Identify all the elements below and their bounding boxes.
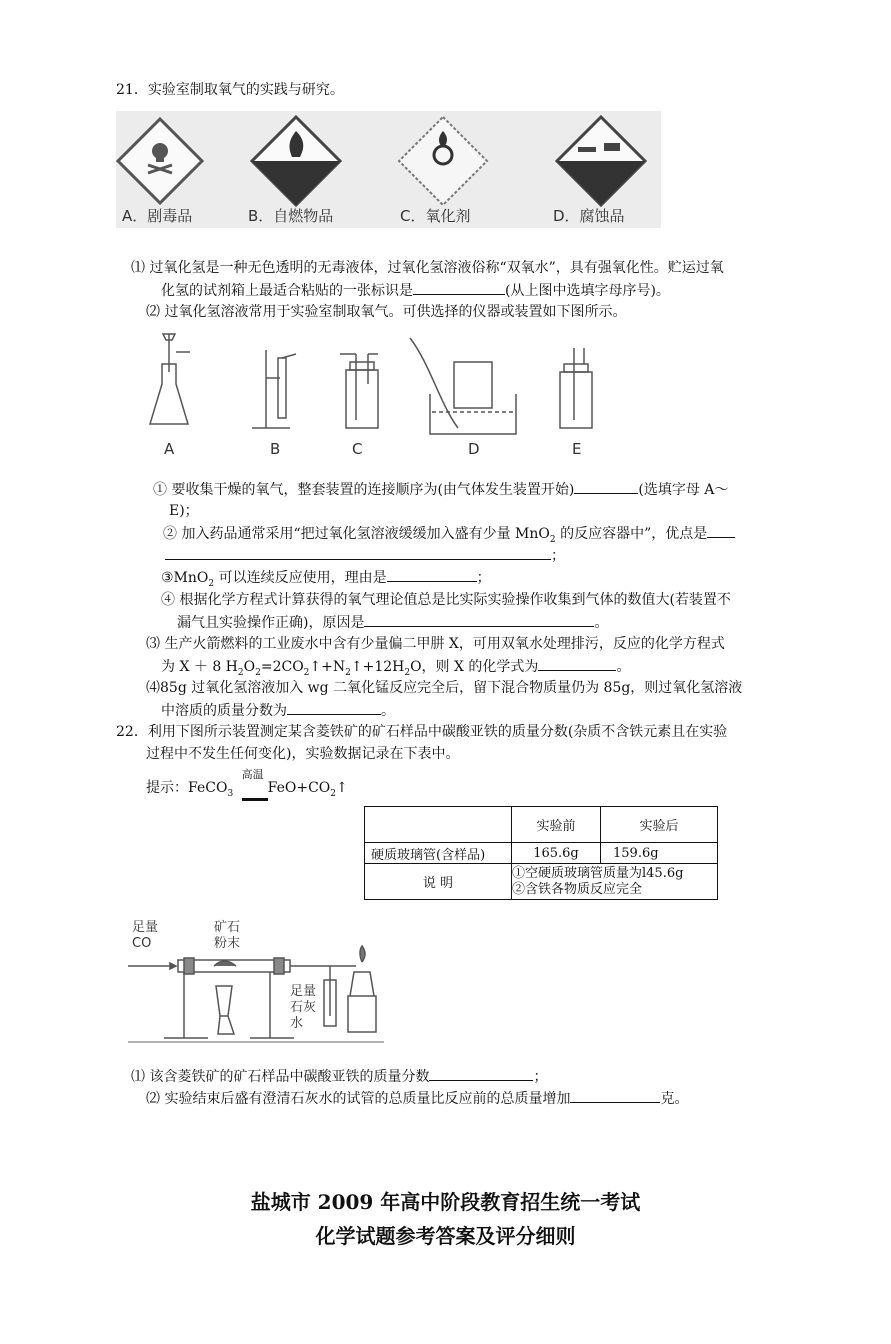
apparatus-label-e: E <box>572 440 582 458</box>
answers-title-1: 盐城市 2009 年高中阶段教育招生统一考试 <box>250 1190 641 1214</box>
table-cell-before: 165.6g <box>512 843 601 864</box>
table-header-before: 实验前 <box>512 807 601 843</box>
q22-heading-line2: 过程中不发生任何变化)，实验数据记录在下表中。 <box>146 746 460 762</box>
answer-blank[interactable] <box>574 479 638 494</box>
table-note-label: 说 明 <box>365 864 512 900</box>
ore-label-1: 矿石 <box>214 920 241 935</box>
reaction-condition: 高温 <box>241 768 264 781</box>
table-cell-after: 159.6g <box>601 843 718 864</box>
q21-step1-line1: ① 要收集干燥的氧气，整套装置的连接顺序为(由气体发生装置开始) (选填字母 A～ <box>153 479 728 500</box>
q21-part1-line1: ⑴ 过氧化氢是一种无色透明的无毒液体，过氧化氢溶液俗称“双氧水”，具有强氧化性。贮运过氧 <box>131 260 724 276</box>
q21-step1-line2: E)； <box>169 503 199 519</box>
apparatus-label-a: A <box>164 440 175 458</box>
co-reduction-apparatus <box>124 912 394 1048</box>
answer-blank[interactable] <box>364 612 594 627</box>
sign-label-a: A．剧毒品 <box>122 207 193 225</box>
ore-label-2: 粉末 <box>214 936 241 951</box>
q21-part1-line2: 化氢的试剂箱上最适合粘贴的一张标识是 (从上图中选填字母序号)。 <box>161 280 670 301</box>
answer-blank[interactable] <box>429 1066 533 1081</box>
sign-label-c: C．氧化剂 <box>400 207 471 225</box>
co-label-2: CO <box>132 936 152 951</box>
q21-part2: ⑵ 过氧化氢溶液常用于实验室制取氧气。可供选择的仪器或装置如下图所示。 <box>146 304 627 320</box>
corrosion-icon <box>557 117 645 205</box>
apparatus-label-b: B <box>270 440 281 458</box>
answer-blank[interactable] <box>287 700 381 715</box>
answer-blank[interactable] <box>538 656 616 671</box>
q21-part4-line1: ⑷85g 过氧化氢溶液加入 wg 二氧化锰反应完全后，留下混合物质量仍为 85g，则过氧化氢溶液 <box>146 680 743 696</box>
flame-over-circle-icon <box>399 117 487 205</box>
table-corner <box>365 807 512 843</box>
answer-blank[interactable] <box>707 523 735 538</box>
q22-sub1: ⑴ 该含菱铁矿的矿石样品中碳酸亚铁的质量分数 ； <box>131 1066 547 1087</box>
table-note-1: ①空硬质玻璃管质量为l45.6g <box>512 865 684 881</box>
q21-step4-line1: ④ 根据化学方程式计算获得的氧气理论值总是比实际实验操作收集到气体的数值大(若装置不 <box>161 592 731 608</box>
apparatus-figure <box>140 324 610 464</box>
apparatus-label-d: D <box>468 440 480 458</box>
q21-step3: ③MnO$_2$ 可以连续反应使用，理由是 ； <box>161 567 491 594</box>
flame-icon <box>252 117 340 205</box>
q21-heading: 21．实验室制取氧气的实践与研究。 <box>116 82 344 98</box>
q21-part3-line2: 为 X ＋ 8 $H_2O_2=2CO_2↑+N_2↑+12H_2O$，则 X 的化学式为 。 <box>161 656 630 683</box>
q22-hint: 提示：FeCO$_3$ 高温 $FeO+CO_2↑$ <box>146 778 348 804</box>
data-table <box>364 806 718 900</box>
table-header-after: 实验后 <box>601 807 718 843</box>
hazard-signs-figure <box>116 111 661 228</box>
apparatus-label-c: C <box>352 440 363 458</box>
co-label-1: 足量 <box>132 920 159 935</box>
q22-heading-line1: 22．利用下图所示装置测定某含菱铁矿的矿石样品中碳酸亚铁的质量分数(杂质不含铁元素且在实验 <box>116 724 728 740</box>
q21-step2-line2: ； <box>165 545 565 566</box>
lime-label-3: 水 <box>290 1016 304 1031</box>
sign-label-b: B．自燃物品 <box>248 207 334 225</box>
table-row-label: 硬质玻璃管(含样品) <box>365 843 512 864</box>
q21-step4-line2: 漏气且实验操作正确)，原因是 。 <box>177 612 608 633</box>
q21-step2-line1: ② 加入药品通常采用“把过氧化氢溶液缓缓加入盛有少量 MnO$_2$ 的反应容器中”，优点是 <box>163 523 735 550</box>
answer-blank[interactable] <box>165 545 551 560</box>
sign-label-d: D．腐蚀品 <box>553 207 625 225</box>
q22-sub2: ⑵ 实验结束后盛有澄清石灰水的试管的总质量比反应前的总质量增加 克。 <box>146 1088 688 1109</box>
lime-label-1: 足量 <box>290 984 317 999</box>
table-note-cell <box>512 864 718 900</box>
q21-part4-line2: 中溶质的质量分数为 。 <box>161 700 395 721</box>
skull-icon <box>118 119 202 203</box>
answer-blank[interactable] <box>387 567 477 582</box>
lime-label-2: 石灰 <box>290 1000 317 1015</box>
answers-title-2: 化学试题参考答案及评分细则 <box>315 1224 576 1248</box>
answer-blank[interactable] <box>413 280 505 295</box>
table-note-2: ②含铁各物质反应完全 <box>512 881 643 897</box>
q21-part3-line1: ⑶ 生产火箭燃料的工业废水中含有少量偏二甲肼 X，可用双氧水处理排污，反应的化学方程式 <box>146 636 725 652</box>
answer-blank[interactable] <box>570 1088 660 1103</box>
